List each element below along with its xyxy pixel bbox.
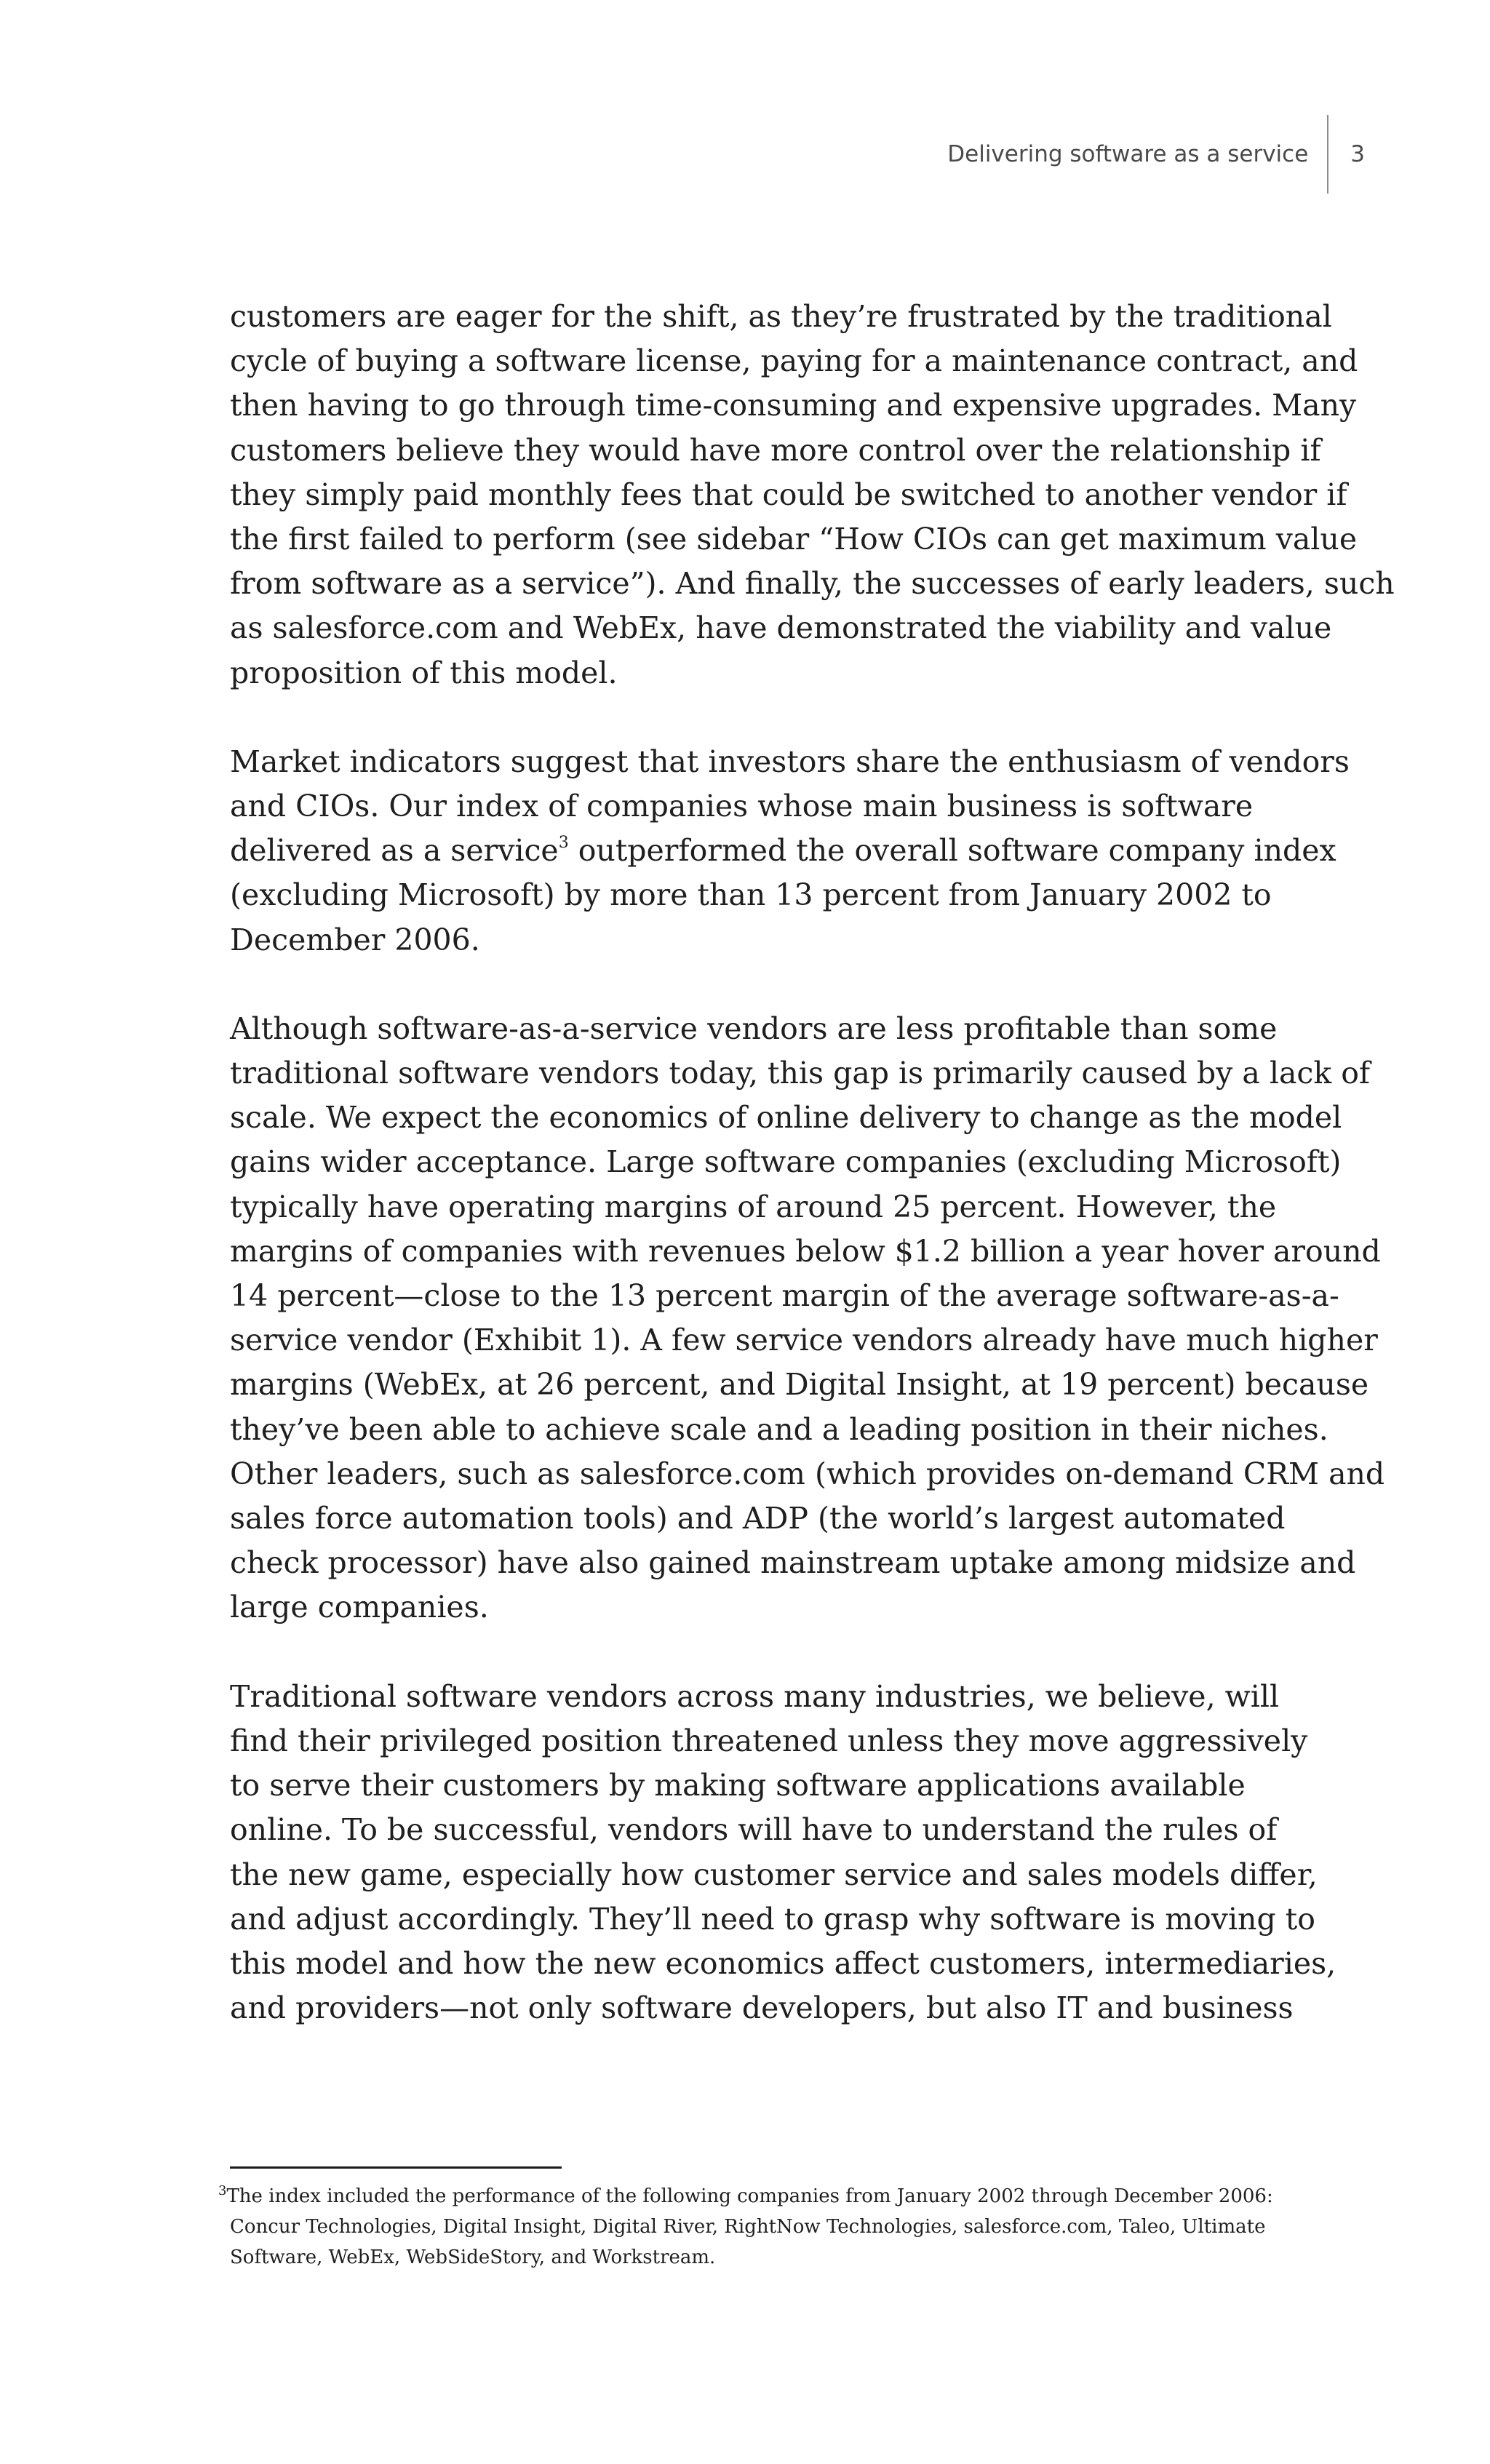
footnote-line — [218, 2181, 1353, 2212]
text-line: and adjust accordingly. They’ll need to grasp why software is moving to — [230, 1901, 1315, 1937]
text-segment: outperformed the overall software company index — [568, 833, 1336, 869]
text-line: Although software-as-a-service vendors are less profitable than some — [230, 1010, 1278, 1046]
paragraph-2 — [230, 740, 1350, 962]
paragraph-3 — [230, 1007, 1385, 1630]
page-number: 3 — [1350, 141, 1365, 167]
text-line: from software as a service”). And finally, the successes of early leaders, such — [230, 566, 1395, 602]
text-line: (excluding Microsoft) by more than 13 percent from January 2002 to — [230, 877, 1272, 913]
text-line: 14 percent—close to the 13 percent margin of the average software-as-a- — [230, 1278, 1339, 1314]
text-line: they simply paid monthly fees that could be switched to another vendor if — [230, 477, 1347, 512]
footnote-marker: 3 — [218, 2183, 227, 2198]
text-line: the new game, especially how customer service and sales models differ, — [230, 1857, 1318, 1892]
text-line: margins of companies with revenues below $1.2 billion a year hover around — [230, 1233, 1381, 1269]
text-line: Market indicators suggest that investors share the enthusiasm of vendors — [230, 743, 1350, 779]
text-line: the first failed to perform (see sidebar “How CIOs can get maximum value — [230, 522, 1358, 557]
text-line: cycle of buying a software license, paying for a maintenance contract, and — [230, 343, 1358, 379]
text-line: find their privileged position threatened unless they move aggressively — [230, 1723, 1308, 1758]
text-line: customers are eager for the shift, as they’re frustrated by the traditional — [230, 299, 1332, 334]
footnote-reference: 3 — [558, 834, 569, 853]
text-line: gains wider acceptance. Large software companies (excluding Microsoft) — [230, 1144, 1342, 1180]
text-line: to serve their customers by making software applications available — [230, 1768, 1246, 1803]
text-line: proposition of this model. — [230, 655, 618, 690]
text-line: and CIOs. Our index of companies whose main business is software — [230, 789, 1254, 824]
running-header — [947, 115, 1365, 194]
paragraph-1 — [230, 295, 1395, 695]
text-line: online. To be successful, vendors will have to understand the rules of — [230, 1812, 1278, 1848]
text-line-with-footnote — [230, 829, 1350, 873]
footnote-line: Concur Technologies, Digital Insight, Digital River, RightNow Technologies, salesforce.com, Taleo, Ultimate — [230, 2216, 1266, 2238]
text-line: margins (WebEx, at 26 percent, and Digital Insight, at 19 percent) because — [230, 1367, 1369, 1403]
text-line: scale. We expect the economics of online delivery to change as the model — [230, 1100, 1342, 1136]
footnote-divider — [230, 2166, 562, 2169]
paragraph-4 — [230, 1675, 1350, 2031]
footnote — [218, 2181, 1353, 2273]
text-line: check processor) have also gained mainstream uptake among midsize and — [230, 1545, 1356, 1581]
running-title: Delivering software as a service — [947, 141, 1309, 167]
footnote-line: Software, WebEx, WebSideStory, and Workstream. — [230, 2246, 716, 2268]
text-segment: delivered as a service — [230, 833, 559, 869]
text-line: this model and how the new economics affect customers, intermediaries, — [230, 1945, 1336, 1981]
text-line: and providers—not only software developers, but also IT and business — [230, 1990, 1294, 2026]
footnote-text: The index included the performance of the following companies from January 2002 through December 2006: — [226, 2185, 1273, 2207]
text-line: customers believe they would have more control over the relationship if — [230, 432, 1321, 468]
text-line: sales force automation tools) and ADP (the world’s largest automated — [230, 1501, 1286, 1536]
text-line: Other leaders, such as salesforce.com (which provides on-demand CRM and — [230, 1456, 1385, 1491]
text-line: service vendor (Exhibit 1). A few service vendors already have much higher — [230, 1323, 1378, 1358]
text-line: typically have operating margins of around 25 percent. However, the — [230, 1189, 1277, 1224]
text-line: then having to go through time-consuming and expensive upgrades. Many — [230, 388, 1357, 423]
text-line: traditional software vendors today, this gap is primarily caused by a lack of — [230, 1056, 1371, 1091]
text-line: December 2006. — [230, 922, 480, 957]
text-line: large companies. — [230, 1590, 489, 1625]
body-text — [230, 295, 1395, 2075]
text-line: as salesforce.com and WebEx, have demonstrated the viability and value — [230, 610, 1332, 646]
text-line: Traditional software vendors across many industries, we believe, will — [230, 1678, 1280, 1714]
text-line: they’ve been able to achieve scale and a leading position in their niches. — [230, 1411, 1328, 1447]
